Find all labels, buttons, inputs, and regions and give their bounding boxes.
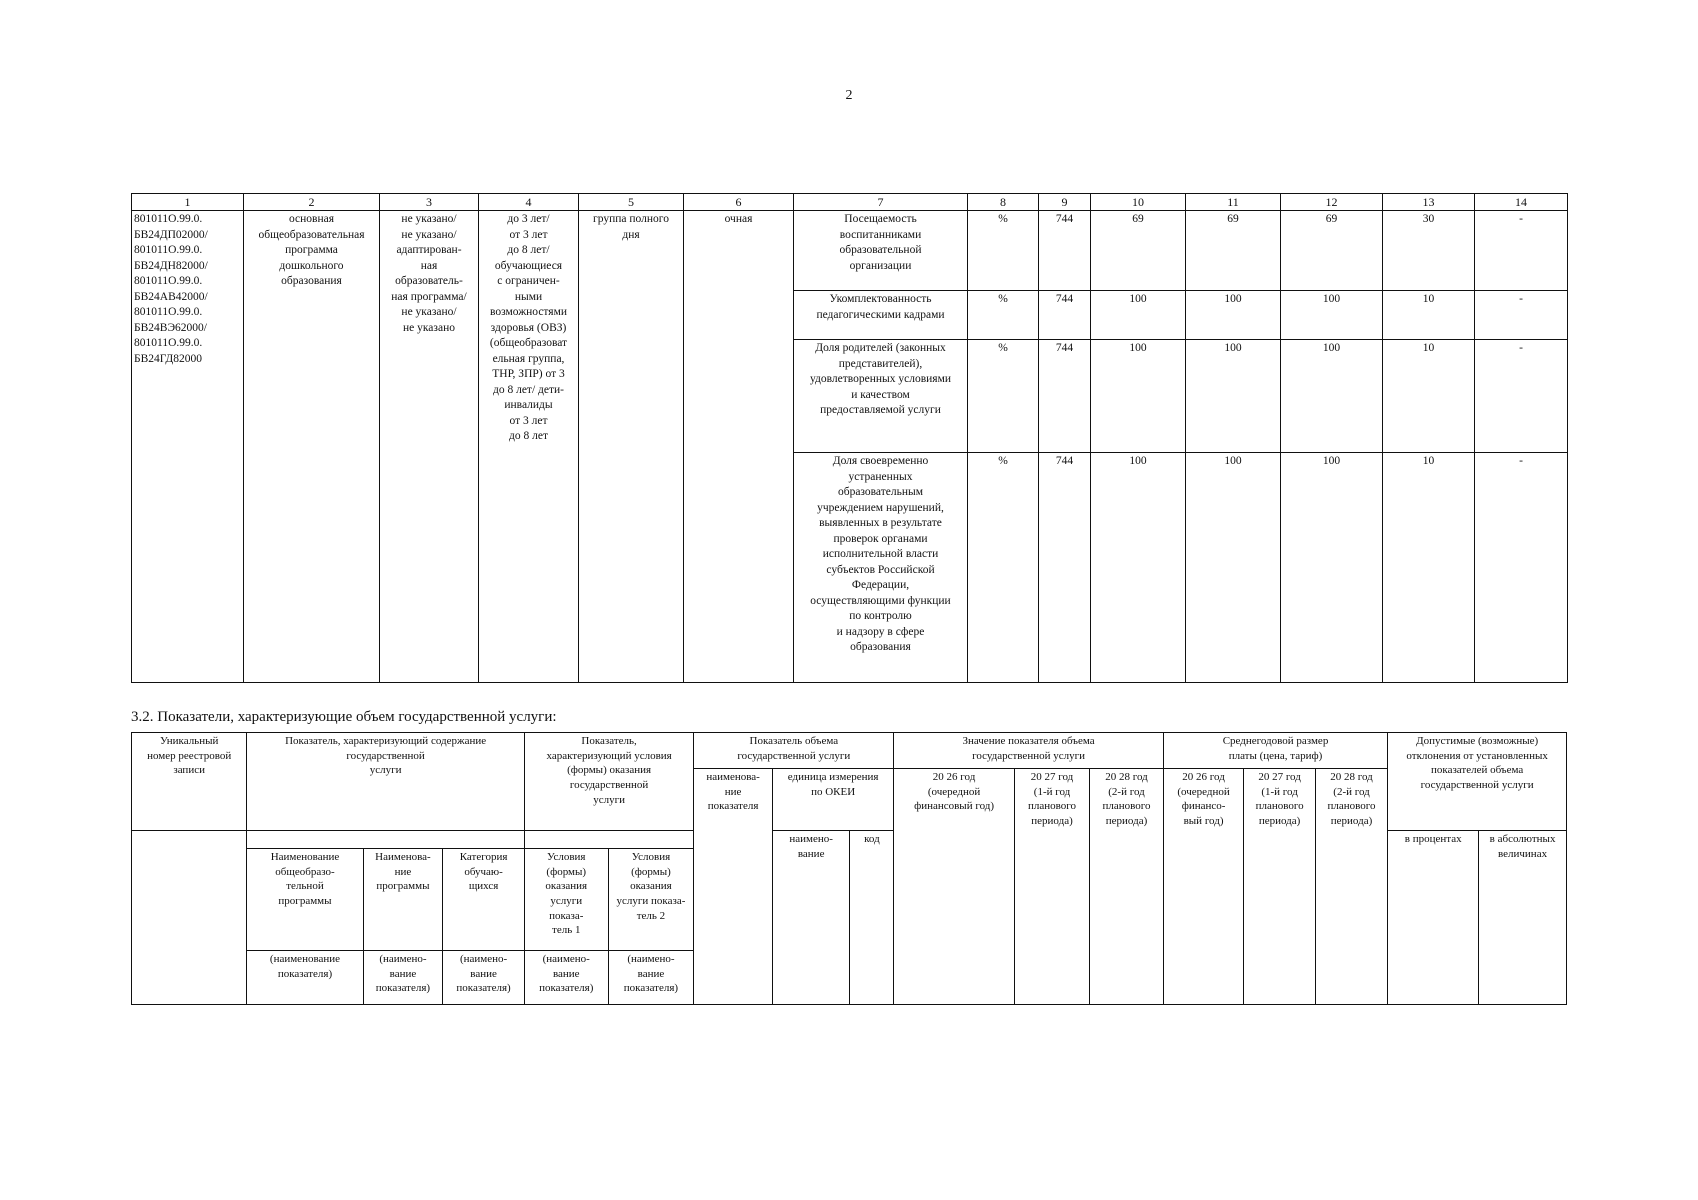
- fee-year2-header: 20 27 год (1-й год планового периода): [1244, 769, 1315, 1005]
- volume-value-header: Значение показателя объема государственной услуги: [894, 733, 1163, 769]
- column-number: 5: [579, 194, 684, 211]
- deviation-percent-cell: 30: [1383, 211, 1475, 291]
- fee-year3-header: 20 28 год (2-й год планового периода): [1315, 769, 1387, 1005]
- okei-code-cell: 744: [1039, 291, 1091, 340]
- conditions-empty: [524, 831, 693, 849]
- table-row: [132, 211, 1568, 291]
- value-year1-cell: 69: [1091, 211, 1186, 291]
- value-year2-cell: 69: [1186, 211, 1281, 291]
- value-year2-cell: 100: [1186, 291, 1281, 340]
- column-number: 12: [1281, 194, 1383, 211]
- deviation-absolute-cell: -: [1475, 211, 1568, 291]
- indicator-label: (наименование показателя): [247, 951, 363, 1005]
- value-year2-cell: 100: [1186, 340, 1281, 453]
- column-number: 1: [132, 194, 244, 211]
- indicator-label: (наимено- вание показателя): [608, 951, 694, 1005]
- column-number: 7: [794, 194, 968, 211]
- deviations-header: Допустимые (возможные) отклонения от установленных показателей объема государственной услуги: [1388, 733, 1567, 831]
- indicator-label: (наимено- вание показателя): [443, 951, 525, 1005]
- okei-code-cell: 744: [1039, 340, 1091, 453]
- section-title: 3.2. Показатели, характеризующие объем государственной услуги:: [131, 709, 557, 725]
- deviation-percent-cell: 10: [1383, 453, 1475, 683]
- value-year3-cell: 100: [1281, 291, 1383, 340]
- indicator-name-cell: Посещаемость воспитанниками образовательной организации: [794, 211, 968, 291]
- indicator-label: (наимено- вание показателя): [524, 951, 608, 1005]
- okei-code-cell: 744: [1039, 211, 1091, 291]
- value-year2-cell: 100: [1186, 453, 1281, 683]
- value-year3-cell: 100: [1281, 453, 1383, 683]
- page-number: 2: [845, 88, 853, 103]
- volume-year1-header: 20 26 год (очередной финансовый год): [894, 769, 1014, 1005]
- value-year3-cell: 100: [1281, 340, 1383, 453]
- okei-code-cell: 744: [1039, 453, 1091, 683]
- indicator-label: (наимено- вание показателя): [363, 951, 443, 1005]
- deviation-absolute-cell: -: [1475, 291, 1568, 340]
- condition1-cell: группа полного дня: [579, 211, 684, 683]
- program-cell: основная общеобразовательная программа дошкольного образования: [244, 211, 380, 683]
- column-number: 13: [1383, 194, 1475, 211]
- deviation-percent-header: в процентах: [1388, 831, 1479, 1005]
- table-row: [132, 733, 1567, 769]
- column-number: 9: [1039, 194, 1091, 211]
- value-year3-cell: 69: [1281, 211, 1383, 291]
- okei-code-header: код: [850, 831, 894, 1005]
- fee-year1-header: 20 26 год (очередной финансо- вый год): [1163, 769, 1244, 1005]
- okei-name-header: наимено- вание: [772, 831, 850, 1005]
- unit-cell: %: [968, 340, 1039, 453]
- avg-fee-header: Среднегодовой размер платы (цена, тариф): [1163, 733, 1388, 769]
- column-number: 3: [380, 194, 479, 211]
- deviation-percent-cell: 10: [1383, 340, 1475, 453]
- deviation-absolute-header: в абсолютных величинах: [1479, 831, 1567, 1005]
- category-cell: до 3 лет/ от 3 лет до 8 лет/ обучающиеся с ограничен- ными возможностями здоровья (ОВЗ) (общеобразоват ельная группа, ТНР, ЗПР) от 3 до 8 лет/ дети- инвалиды от 3 лет до 8 лет: [479, 211, 579, 683]
- program-name-cell: не указано/ не указано/ адаптирован- ная образователь- ная программа/ не указано/ не указано: [380, 211, 479, 683]
- registry-number-cell: 801011О.99.0. БВ24ДП02000/ 801011О.99.0. БВ24ДН82000/ 801011О.99.0. БВ24АВ42000/ 801011О.99.0. БВ24ВЭ62000/ 801011О.99.0. БВ24ГД82000: [132, 211, 244, 683]
- column-number: 8: [968, 194, 1039, 211]
- content-indicator-header: Показатель, характеризующий содержание государственной услуги: [247, 733, 525, 831]
- value-year1-cell: 100: [1091, 340, 1186, 453]
- conditions-indicator-header: Показатель, характеризующий условия (формы) оказания государственной услуги: [524, 733, 693, 831]
- col-condition1-header: Условия (формы) оказания услуги показа- тель 1: [524, 849, 608, 951]
- unit-cell: %: [968, 291, 1039, 340]
- column-number: 14: [1475, 194, 1568, 211]
- unique-number-header: Уникальный номер реестровой записи: [132, 733, 247, 831]
- deviation-absolute-cell: -: [1475, 340, 1568, 453]
- value-year1-cell: 100: [1091, 291, 1186, 340]
- deviation-absolute-cell: -: [1475, 453, 1568, 683]
- column-number: 6: [684, 194, 794, 211]
- quality-indicators-table: [131, 193, 1568, 683]
- deviation-percent-cell: 10: [1383, 291, 1475, 340]
- col-condition2-header: Условия (формы) оказания услуги показа- тель 2: [608, 849, 694, 951]
- content-empty: [247, 831, 525, 849]
- col-program-name-header: Наименова- ние программы: [363, 849, 443, 951]
- value-year1-cell: 100: [1091, 453, 1186, 683]
- indicator-name-cell: Доля своевременно устраненных образовательным учреждением нарушений, выявленных в результате проверок органами исполнительной власти субъектов Российской Федерации, осуществляющими функции по контролю и надзору в сфере образования: [794, 453, 968, 683]
- column-number: 10: [1091, 194, 1186, 211]
- column-number: 11: [1186, 194, 1281, 211]
- indicator-name-cell: Доля родителей (законных представителей), удовлетворенных условиями и качеством предоставляемой услуги: [794, 340, 968, 453]
- volume-year3-header: 20 28 год (2-й год планового периода): [1090, 769, 1163, 1005]
- unique-number-empty: [132, 831, 247, 1005]
- col-program-header: Наименование общеобразо- тельной программы: [247, 849, 363, 951]
- unit-cell: %: [968, 211, 1039, 291]
- indicator-name-header: наименова- ние показателя: [694, 769, 773, 1005]
- column-number: 4: [479, 194, 579, 211]
- volume-indicator-header: Показатель объема государственной услуги: [694, 733, 894, 769]
- column-number: 2: [244, 194, 380, 211]
- column-number-row: [132, 194, 1568, 211]
- col-category-header: Категория обучаю- щихся: [443, 849, 525, 951]
- condition2-cell: очная: [684, 211, 794, 683]
- volume-indicators-table: [131, 732, 1567, 1005]
- volume-year2-header: 20 27 год (1-й год планового периода): [1014, 769, 1090, 1005]
- okei-unit-header: единица измерения по ОКЕИ: [772, 769, 893, 831]
- unit-cell: %: [968, 453, 1039, 683]
- indicator-name-cell: Укомплектованность педагогическими кадрами: [794, 291, 968, 340]
